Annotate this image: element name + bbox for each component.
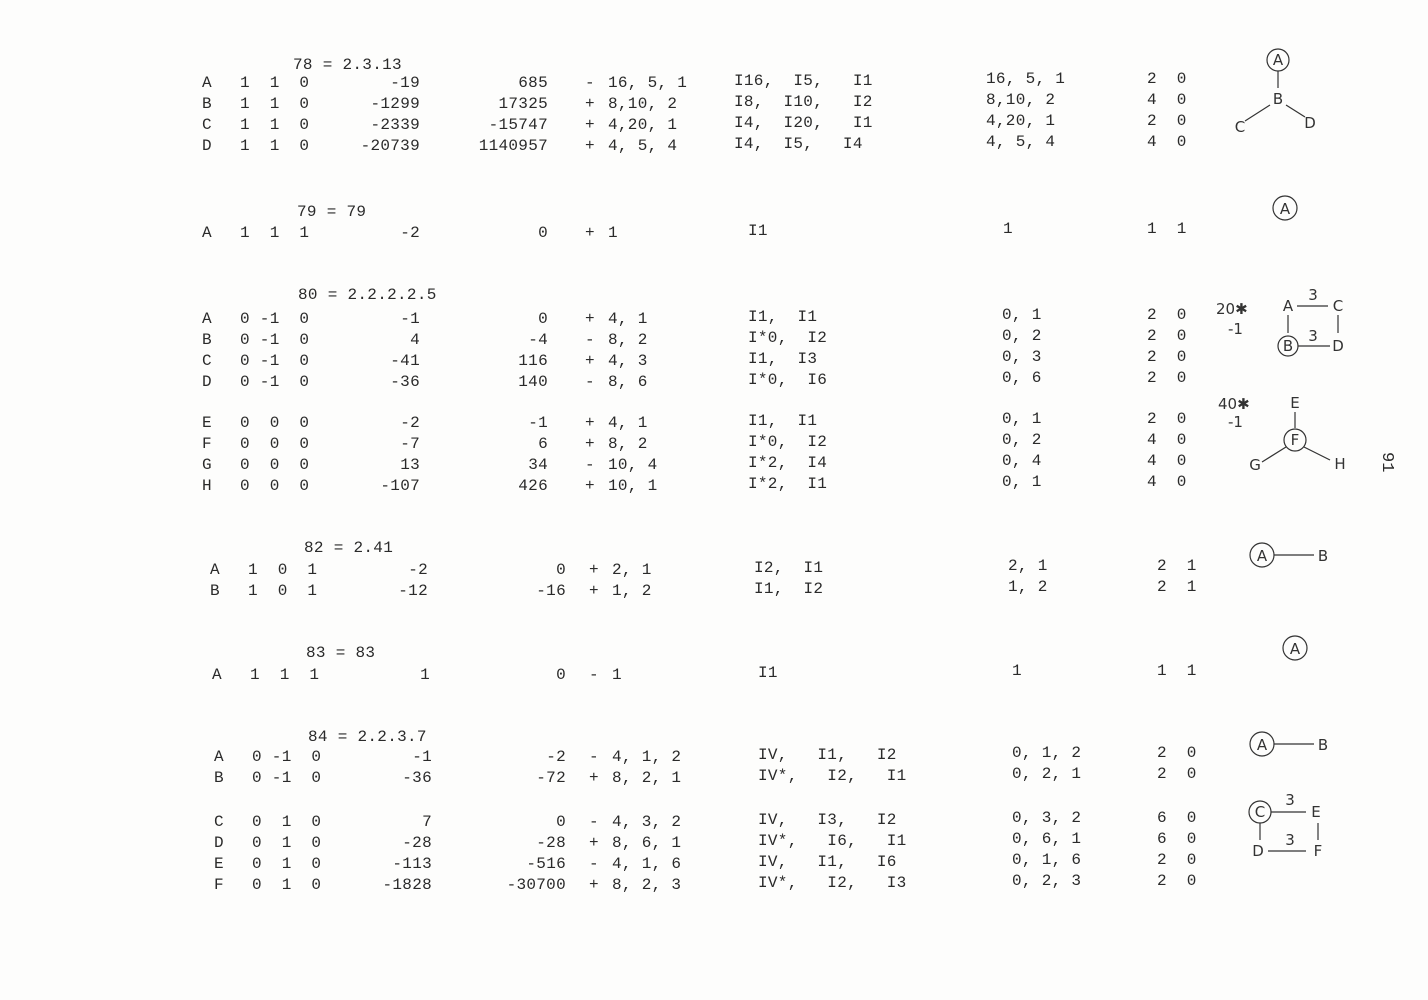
graph-node-label: A	[1279, 200, 1291, 218]
row-coefficient: 116	[518, 352, 548, 370]
row-vector: 0 -1 0	[252, 769, 322, 787]
row-triple: 4, 1, 6	[612, 855, 682, 873]
annotation-sign: -1	[1228, 413, 1243, 431]
row-counts: 2 1	[1157, 578, 1197, 596]
row-fibre-types: I1, I2	[754, 580, 824, 598]
row-value: -2	[408, 561, 428, 579]
row-value: -41	[390, 352, 420, 370]
row-triple: 8, 2, 3	[612, 876, 682, 894]
graph-node-label: C	[1234, 118, 1246, 136]
row-vector: 0 1 0	[252, 855, 322, 873]
row-operator: +	[589, 582, 599, 600]
row-triple: 4, 5, 4	[608, 137, 678, 155]
row-exponents: 0, 1, 2	[1012, 744, 1082, 762]
row-vector: 0 0 0	[240, 435, 310, 453]
graph-node-label: A	[1272, 51, 1284, 69]
row-label: D	[214, 834, 224, 852]
row-value: -2	[400, 414, 420, 432]
row-operator: +	[585, 435, 595, 453]
row-label: E	[214, 855, 224, 873]
block-header: 83 = 83	[306, 644, 376, 662]
row-exponents: 0, 3, 2	[1012, 809, 1082, 827]
annotation-sign: -1	[1228, 320, 1243, 338]
graph-node-label: G	[1249, 456, 1261, 474]
graph-edge	[1304, 447, 1330, 460]
row-counts: 2 0	[1147, 112, 1187, 130]
row-counts: 4 0	[1147, 431, 1187, 449]
graph-node-label: A	[1256, 547, 1268, 565]
row-vector: 0 0 0	[240, 456, 310, 474]
row-counts: 2 0	[1157, 872, 1197, 890]
row-coefficient: 0	[538, 224, 548, 242]
row-counts: 6 0	[1157, 809, 1197, 827]
graph-node-label: E	[1311, 803, 1321, 821]
row-vector: 1 0 1	[248, 582, 318, 600]
row-value: -28	[402, 834, 432, 852]
row-operator: -	[589, 666, 599, 684]
row-operator: +	[585, 224, 595, 242]
graph-node-label: A	[1256, 736, 1268, 754]
row-exponents: 1	[1012, 662, 1022, 680]
row-fibre-types: I1, I3	[748, 350, 818, 368]
row-counts: 2 0	[1147, 369, 1187, 387]
row-triple: 8, 2	[608, 435, 648, 453]
row-coefficient: -30700	[506, 876, 566, 894]
row-vector: 0 1 0	[252, 813, 322, 831]
row-value: -1	[400, 310, 420, 328]
graph-node-label: B	[1317, 736, 1329, 754]
row-exponents: 0, 2, 3	[1012, 872, 1082, 890]
row-operator: -	[589, 855, 599, 873]
row-label: C	[202, 352, 212, 370]
row-coefficient: 6	[538, 435, 548, 453]
row-triple: 16, 5, 1	[608, 74, 688, 92]
row-operator: +	[585, 352, 595, 370]
row-triple: 4, 1	[608, 310, 648, 328]
row-counts: 6 0	[1157, 830, 1197, 848]
row-fibre-types: I1	[748, 222, 768, 240]
row-value: -19	[390, 74, 420, 92]
row-triple: 4, 3, 2	[612, 813, 682, 831]
graph-78	[1230, 42, 1320, 137]
row-exponents: 0, 3	[1002, 348, 1042, 366]
row-operator: -	[585, 74, 595, 92]
row-operator: -	[589, 748, 599, 766]
row-vector: 1 0 1	[248, 561, 318, 579]
row-vector: 0 -1 0	[240, 331, 310, 349]
row-fibre-types: I*0, I6	[748, 371, 828, 389]
row-value: -36	[402, 769, 432, 787]
row-label: H	[202, 477, 212, 495]
row-exponents: 0, 2	[1002, 327, 1042, 345]
graph-node-label: A	[1289, 640, 1301, 658]
row-exponents: 8,10, 2	[986, 91, 1056, 109]
row-fibre-types: I1	[758, 664, 778, 682]
row-label: A	[210, 561, 220, 579]
row-coefficient: -16	[536, 582, 566, 600]
row-fibre-types: IV, I3, I2	[758, 811, 897, 829]
row-triple: 8, 2, 1	[612, 769, 682, 787]
row-coefficient: 1140957	[478, 137, 548, 155]
row-exponents: 0, 1	[1002, 410, 1042, 428]
row-vector: 1 1 0	[240, 116, 310, 134]
row-value: 7	[422, 813, 432, 831]
row-vector: 0 -1 0	[240, 352, 310, 370]
row-operator: +	[589, 561, 599, 579]
row-label: E	[202, 414, 212, 432]
row-counts: 2 0	[1157, 851, 1197, 869]
row-coefficient: -1	[528, 414, 548, 432]
row-triple: 8, 6	[608, 373, 648, 391]
row-fibre-types: I4, I20, I1	[734, 114, 873, 132]
row-label: A	[214, 748, 224, 766]
row-fibre-types: IV*, I2, I3	[758, 874, 907, 892]
annotation-multiplicity: 20✱	[1216, 300, 1248, 318]
row-operator: +	[585, 137, 595, 155]
row-counts: 4 0	[1147, 452, 1187, 470]
row-coefficient: 426	[518, 477, 548, 495]
row-fibre-types: I*0, I2	[748, 433, 828, 451]
graph-node-label: D	[1332, 337, 1344, 355]
row-counts: 1 1	[1157, 662, 1197, 680]
row-value: -20739	[360, 137, 420, 155]
row-counts: 1 1	[1147, 220, 1187, 238]
row-vector: 0 0 0	[240, 414, 310, 432]
row-operator: +	[585, 310, 595, 328]
row-value: 13	[400, 456, 420, 474]
row-counts: 2 0	[1147, 410, 1187, 428]
graph-edge	[1262, 447, 1286, 462]
page-number: 91	[1377, 452, 1396, 473]
row-exponents: 0, 1	[1002, 473, 1042, 491]
graph-node-label: F	[1290, 431, 1300, 449]
row-fibre-types: I2, I1	[754, 559, 824, 577]
row-exponents: 0, 1, 6	[1012, 851, 1082, 869]
graph-node-label: E	[1290, 394, 1300, 412]
graph-edge	[1245, 105, 1270, 121]
row-triple: 10, 4	[608, 456, 658, 474]
row-label: A	[202, 224, 212, 242]
row-vector: 0 1 0	[252, 876, 322, 894]
row-fibre-types: I16, I5, I1	[734, 72, 873, 90]
row-triple: 1, 2	[612, 582, 652, 600]
row-operator: +	[585, 95, 595, 113]
row-triple: 4, 3	[608, 352, 648, 370]
row-triple: 4, 1	[608, 414, 648, 432]
graph-80-top	[1276, 285, 1356, 360]
row-fibre-types: I4, I5, I4	[734, 135, 863, 153]
row-triple: 2, 1	[612, 561, 652, 579]
row-operator: +	[589, 876, 599, 894]
row-exponents: 0, 2	[1002, 431, 1042, 449]
edge-label: 3	[1308, 327, 1318, 345]
row-label: A	[212, 666, 222, 684]
row-label: B	[210, 582, 220, 600]
row-coefficient: 140	[518, 373, 548, 391]
graph-edge	[1286, 105, 1305, 117]
row-fibre-types: I8, I10, I2	[734, 93, 873, 111]
row-operator: -	[585, 456, 595, 474]
row-vector: 0 -1 0	[240, 373, 310, 391]
graph-84-top	[1248, 729, 1338, 761]
row-coefficient: 0	[556, 561, 566, 579]
row-vector: 0 1 0	[252, 834, 322, 852]
graph-80-bottom	[1245, 390, 1355, 475]
row-counts: 4 0	[1147, 133, 1187, 151]
row-value: -36	[390, 373, 420, 391]
row-fibre-types: IV*, I2, I1	[758, 767, 907, 785]
row-vector: 1 1 1	[240, 224, 310, 242]
row-label: B	[214, 769, 224, 787]
row-coefficient: 685	[518, 74, 548, 92]
row-vector: 1 1 0	[240, 74, 310, 92]
graph-79	[1270, 193, 1302, 225]
edge-label: 3	[1285, 831, 1295, 849]
row-coefficient: -15747	[488, 116, 548, 134]
row-label: G	[202, 456, 212, 474]
row-vector: 1 1 0	[240, 95, 310, 113]
row-fibre-types: IV*, I6, I1	[758, 832, 907, 850]
graph-83	[1280, 633, 1312, 665]
row-value: 4	[410, 331, 420, 349]
row-exponents: 0, 2, 1	[1012, 765, 1082, 783]
row-operator: -	[589, 813, 599, 831]
row-exponents: 4,20, 1	[986, 112, 1056, 130]
graph-node-label: B	[1282, 337, 1294, 355]
row-operator: +	[589, 769, 599, 787]
graph-node-label: H	[1334, 455, 1346, 473]
row-label: A	[202, 74, 212, 92]
row-triple: 10, 1	[608, 477, 658, 495]
row-coefficient: -4	[528, 331, 548, 349]
row-triple: 4,20, 1	[608, 116, 678, 134]
row-value: -12	[398, 582, 428, 600]
graph-node-label: A	[1282, 297, 1294, 315]
row-fibre-types: IV, I1, I2	[758, 746, 897, 764]
row-counts: 2 0	[1157, 744, 1197, 762]
row-counts: 4 0	[1147, 91, 1187, 109]
block-header: 78 = 2.3.13	[293, 56, 402, 74]
row-value: -2	[400, 224, 420, 242]
row-fibre-types: IV, I1, I6	[758, 853, 897, 871]
row-exponents: 0, 4	[1002, 452, 1042, 470]
row-coefficient: 34	[528, 456, 548, 474]
row-triple: 8, 2	[608, 331, 648, 349]
annotation-multiplicity: 40✱	[1218, 395, 1250, 413]
row-value: -1828	[382, 876, 432, 894]
row-label: A	[202, 310, 212, 328]
row-label: F	[202, 435, 212, 453]
graph-node-label: C	[1332, 297, 1344, 315]
row-operator: +	[589, 834, 599, 852]
row-coefficient: 17325	[498, 95, 548, 113]
row-exponents: 16, 5, 1	[986, 70, 1066, 88]
row-exponents: 1, 2	[1008, 578, 1048, 596]
row-exponents: 1	[1003, 220, 1013, 238]
row-exponents: 0, 6	[1002, 369, 1042, 387]
block-header: 82 = 2.41	[304, 539, 394, 557]
row-triple: 1	[612, 666, 622, 684]
row-counts: 2 1	[1157, 557, 1197, 575]
edge-label: 3	[1308, 286, 1318, 304]
graph-82	[1248, 540, 1338, 572]
row-triple: 4, 1, 2	[612, 748, 682, 766]
edge-label: 3	[1285, 791, 1295, 809]
row-fibre-types: I*0, I2	[748, 329, 828, 347]
graph-node-label: F	[1313, 842, 1323, 860]
graph-node-label: B	[1272, 90, 1284, 108]
graph-node-label: C	[1254, 803, 1266, 821]
row-coefficient: -28	[536, 834, 566, 852]
row-value: -1299	[370, 95, 420, 113]
row-counts: 2 0	[1147, 327, 1187, 345]
row-label: B	[202, 331, 212, 349]
row-counts: 2 0	[1147, 306, 1187, 324]
row-operator: -	[585, 331, 595, 349]
block-header: 79 = 79	[297, 203, 367, 221]
row-operator: -	[585, 373, 595, 391]
row-label: D	[202, 137, 212, 155]
row-label: D	[202, 373, 212, 391]
graph-node-label: D	[1304, 114, 1316, 132]
row-label: C	[202, 116, 212, 134]
row-value: -7	[400, 435, 420, 453]
row-fibre-types: I*2, I1	[748, 475, 828, 493]
row-fibre-types: I*2, I4	[748, 454, 828, 472]
row-triple: 8,10, 2	[608, 95, 678, 113]
row-vector: 1 1 1	[250, 666, 320, 684]
row-value: -107	[380, 477, 420, 495]
row-operator: +	[585, 116, 595, 134]
row-label: C	[214, 813, 224, 831]
row-coefficient: -516	[526, 855, 566, 873]
row-value: -2339	[370, 116, 420, 134]
row-vector: 1 1 0	[240, 137, 310, 155]
block-header: 80 = 2.2.2.2.5	[298, 286, 437, 304]
row-fibre-types: I1, I1	[748, 412, 818, 430]
row-operator: +	[585, 414, 595, 432]
row-value: 1	[420, 666, 430, 684]
row-value: -113	[392, 855, 432, 873]
row-vector: 0 0 0	[240, 477, 310, 495]
row-coefficient: -2	[546, 748, 566, 766]
row-counts: 4 0	[1147, 473, 1187, 491]
row-triple: 1	[608, 224, 618, 242]
row-triple: 8, 6, 1	[612, 834, 682, 852]
row-value: -1	[412, 748, 432, 766]
row-operator: +	[585, 477, 595, 495]
row-fibre-types: I1, I1	[748, 308, 818, 326]
row-vector: 0 -1 0	[240, 310, 310, 328]
row-coefficient: 0	[538, 310, 548, 328]
row-counts: 2 0	[1147, 70, 1187, 88]
row-coefficient: 0	[556, 813, 566, 831]
block-header: 84 = 2.2.3.7	[308, 728, 427, 746]
row-label: F	[214, 876, 224, 894]
graph-84-bottom	[1246, 790, 1336, 865]
row-coefficient: -72	[536, 769, 566, 787]
row-counts: 2 0	[1147, 348, 1187, 366]
row-exponents: 2, 1	[1008, 557, 1048, 575]
graph-node-label: D	[1252, 842, 1264, 860]
row-exponents: 0, 6, 1	[1012, 830, 1082, 848]
row-exponents: 4, 5, 4	[986, 133, 1056, 151]
graph-node-label: B	[1317, 547, 1329, 565]
row-coefficient: 0	[556, 666, 566, 684]
row-label: B	[202, 95, 212, 113]
row-vector: 0 -1 0	[252, 748, 322, 766]
row-exponents: 0, 1	[1002, 306, 1042, 324]
row-counts: 2 0	[1157, 765, 1197, 783]
